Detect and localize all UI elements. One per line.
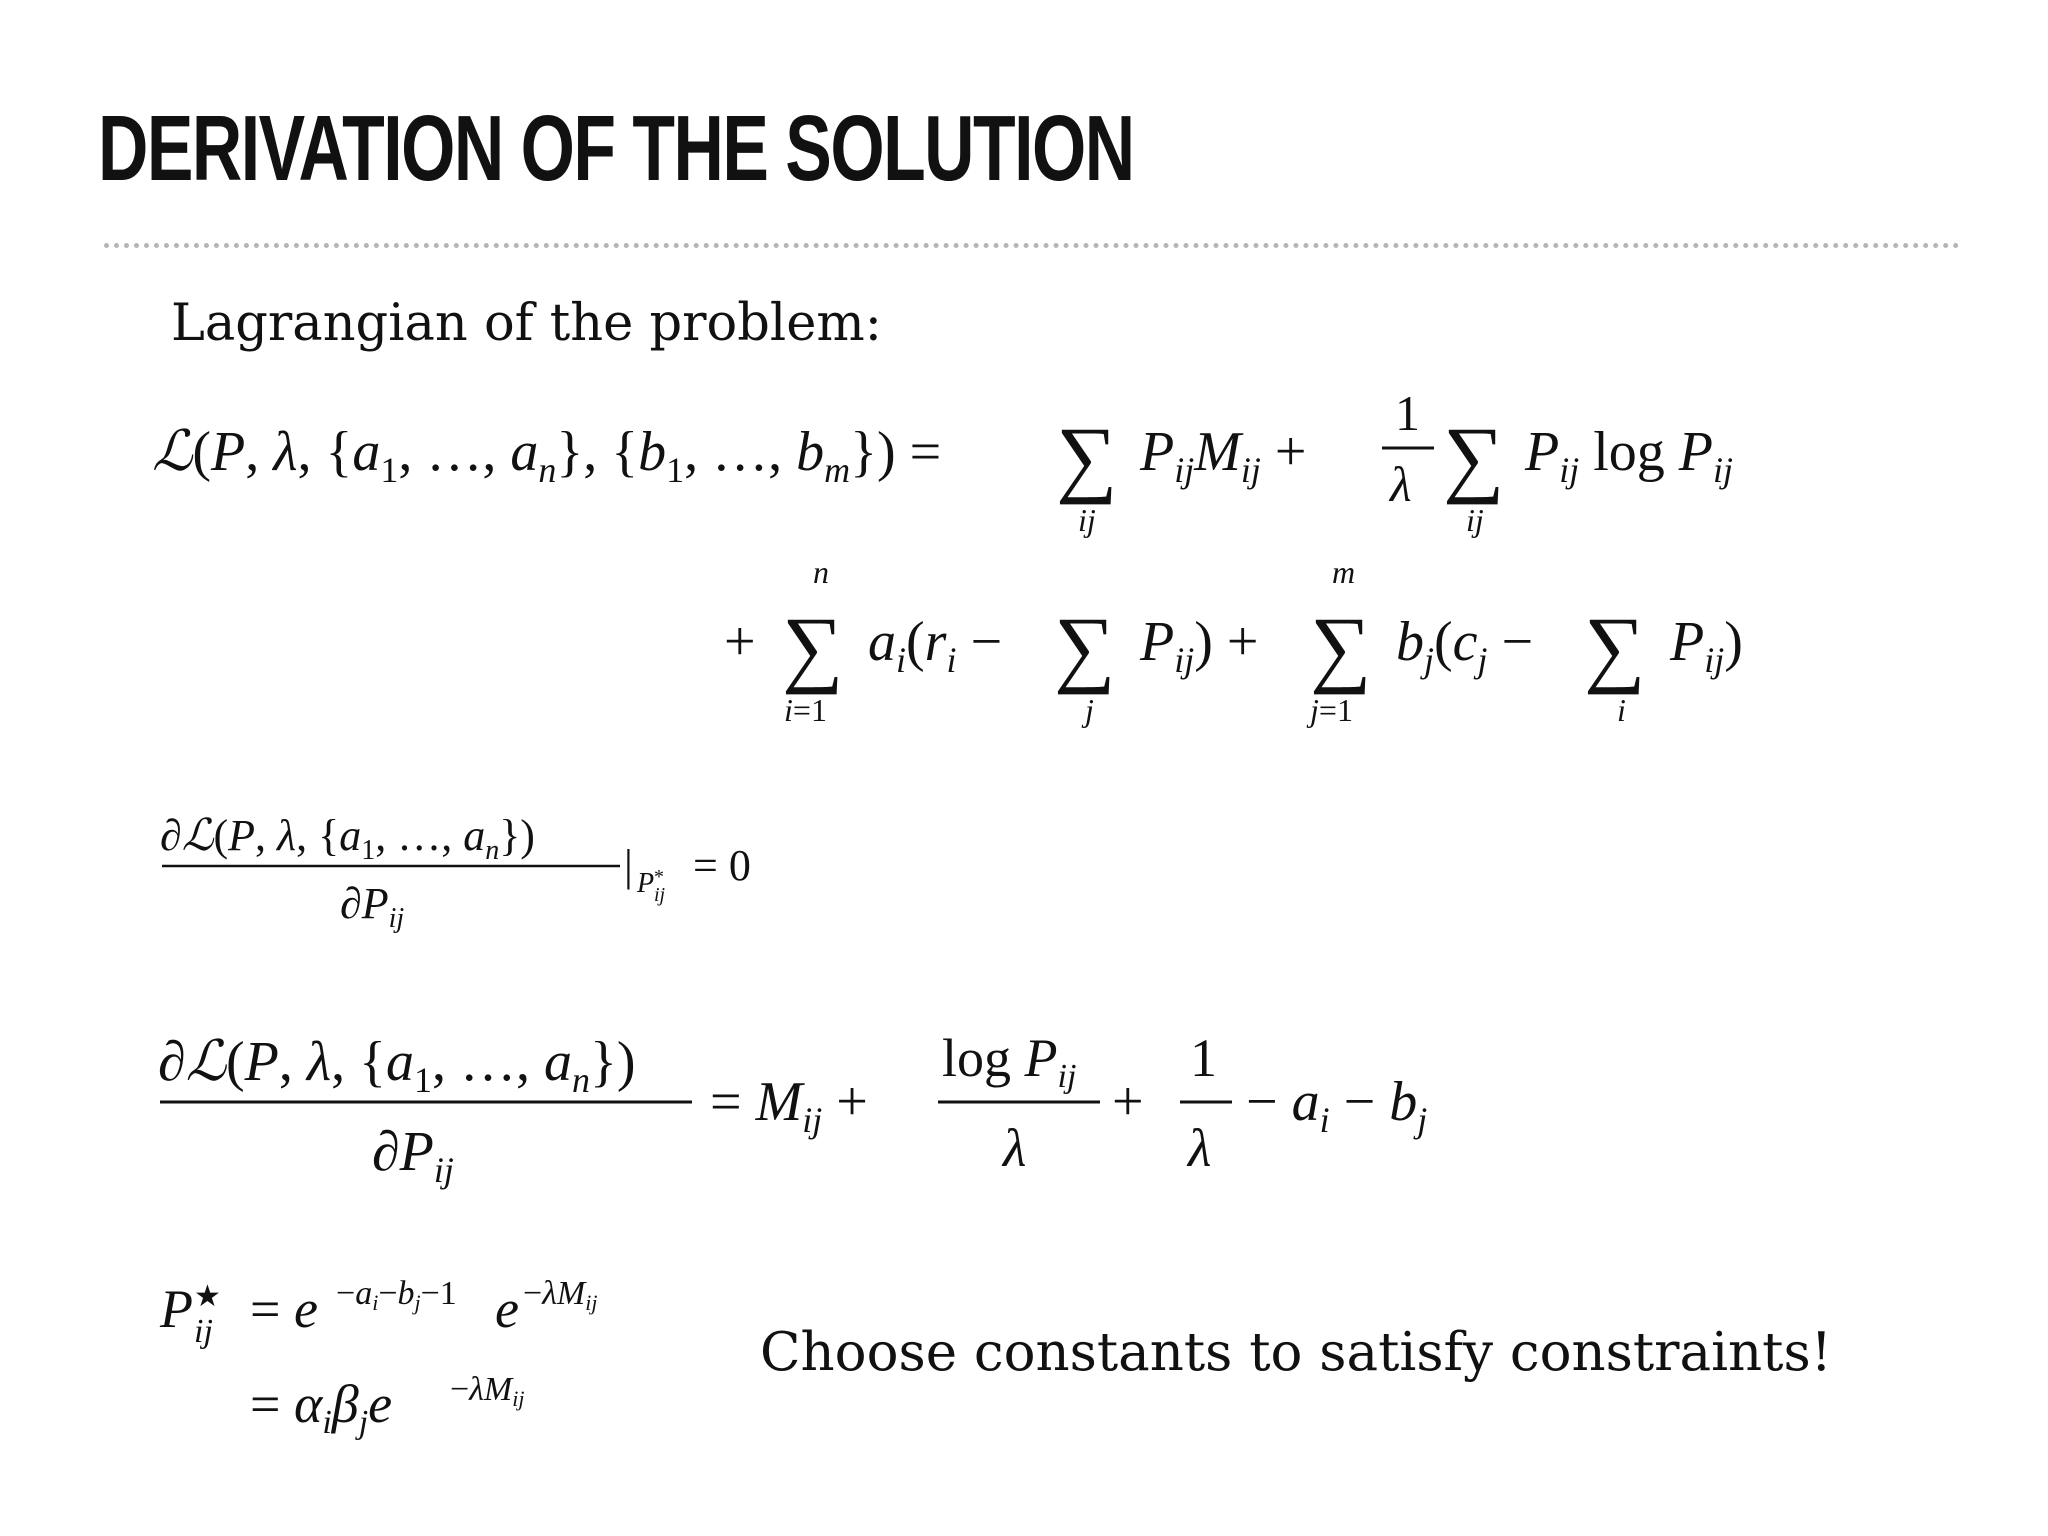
svg-text:ij: ij [654, 884, 666, 906]
svg-text:∑: ∑ [1443, 409, 1505, 505]
svg-text:Pij) +: $P_{ij}$) + [1140, 611, 1259, 680]
svg-text:bj(cj −: $b_j(c_j$ − [1396, 611, 1534, 680]
svg-text:log Pij: $\log P_{ij}$ [942, 1028, 1077, 1095]
svg-text:∑: ∑ [1054, 599, 1116, 695]
svg-text:j: j [1085, 692, 1094, 728]
svg-text:ij: ij [1466, 502, 1484, 538]
svg-text:1: 1 [1190, 1028, 1217, 1088]
svg-text:λ: λ [1188, 1118, 1212, 1178]
svg-text:= e: = e [250, 1279, 318, 1339]
svg-text:n: n [813, 555, 829, 590]
lagrangian-equation-line2 [720, 555, 1800, 745]
title-divider [104, 243, 1960, 248]
svg-text:∑: ∑ [1056, 409, 1118, 505]
svg-text:★: ★ [194, 1280, 221, 1313]
svg-text:∂Pij: $\partial P_{ij}$ [340, 879, 405, 934]
lagrangian-equation-line1 [150, 378, 1800, 548]
svg-text:− ai − bj: − $a_i - b_j$ [1246, 1071, 1428, 1140]
svg-text:λ: λ [1003, 1118, 1027, 1178]
svg-text:∑: ∑ [1310, 599, 1372, 695]
svg-text:i: i [1617, 692, 1626, 728]
solution-equation-line2-label [0, 0, 1, 1]
svg-text:ai(ri −: $a_i(r_i$ − [868, 611, 1003, 680]
svg-text:1: 1 [1395, 385, 1420, 441]
svg-text:*: * [654, 866, 664, 888]
svg-text:∂Pij: $\partial P_{ij}$ [372, 1121, 454, 1190]
svg-text:∂ℒ(P, λ, {a1, …, an}): ∂ℒ(P, λ, {$a_1$, …, $a_n$}) [160, 810, 535, 866]
svg-text:j=1: j=1 [1310, 692, 1353, 728]
svg-text:= 0: = 0 [693, 841, 751, 890]
svg-text:PijMij +: $P_{ij}M_{ij}$ + [1140, 421, 1307, 490]
solution-equation [150, 1262, 770, 1442]
svg-text:e: e [495, 1279, 519, 1339]
svg-text:Pij log Pij: $P_{ij}$ $\log P_{ij}$ [1525, 421, 1734, 490]
stationarity-equation [150, 800, 830, 940]
svg-text:∑: ∑ [782, 599, 844, 695]
svg-text:−λMij: −λMij [523, 1275, 598, 1315]
svg-text:Pij): $P_{ij}$) [1670, 611, 1743, 680]
svg-text:m: m [1332, 555, 1356, 590]
partial-derivative-equation [150, 1020, 1510, 1190]
svg-text:= αiβje: = $\alpha_i\beta_je$ [250, 1374, 393, 1441]
svg-text:+: + [724, 611, 756, 673]
svg-text:∑: ∑ [1584, 599, 1646, 695]
svg-text:ij: ij [194, 1313, 213, 1350]
svg-text:|: | [624, 841, 633, 890]
svg-text:−ai−bj−1: −ai−bj−1 [336, 1275, 457, 1315]
svg-text:P: P [637, 868, 655, 899]
svg-text:i=1: i=1 [784, 692, 827, 728]
svg-text:P: P [160, 1279, 193, 1339]
svg-text:= Mij +: = $M_{ij}$ + [710, 1071, 868, 1140]
slide-title: DERIVATION OF THE SOLUTION [98, 96, 1134, 200]
svg-text:+: + [1112, 1071, 1144, 1133]
svg-text:∂ℒ(P, λ, {a1, …, an}): ∂ℒ(P, λ, {$a_1$, …, $a_n$}) [158, 1029, 636, 1100]
constraints-note: Choose constants to satisfy constraints! [760, 1322, 1832, 1383]
svg-text:ℒ(P, λ, {a1, …, an}, {b1, …, b: ℒ(P, λ, {$a_1$, …, $a_n$}, {$b_1$, …, $b_m$}) = [152, 419, 942, 490]
intro-text: Lagrangian of the problem: [171, 294, 882, 353]
svg-text:−λMij: −λMij [450, 1371, 525, 1411]
svg-text:ij: ij [1078, 502, 1096, 538]
svg-text:λ: λ [1390, 456, 1412, 512]
